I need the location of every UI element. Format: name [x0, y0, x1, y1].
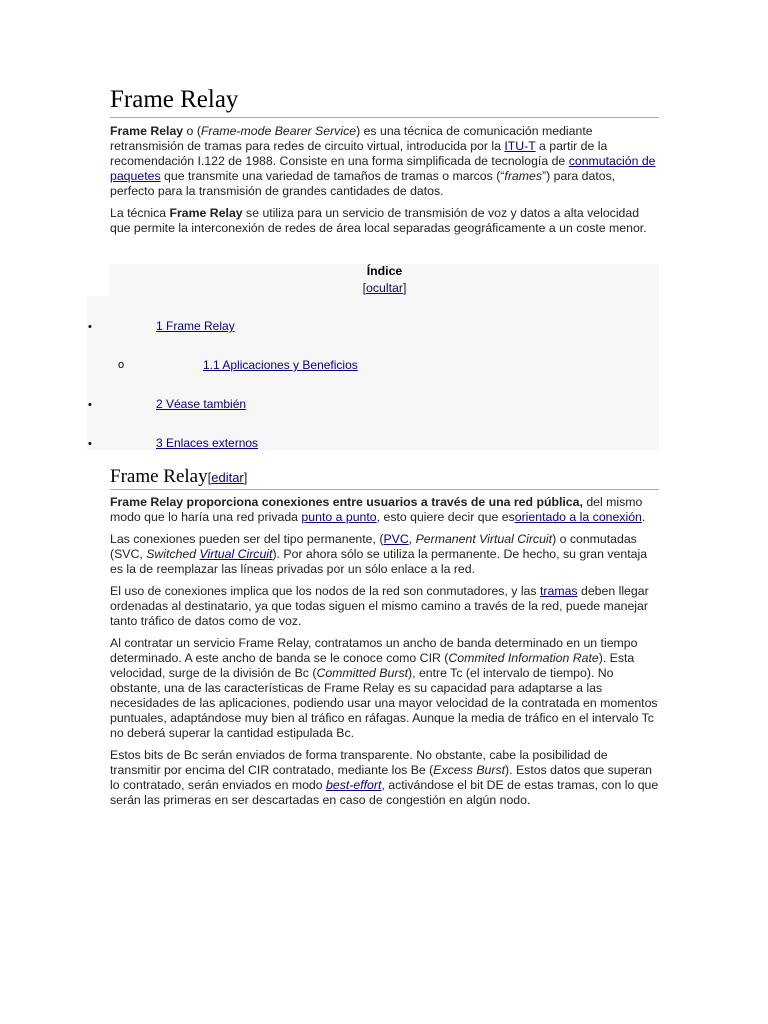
italic-term: Committed Burst	[316, 666, 409, 680]
italic-term: frames	[504, 169, 542, 183]
text: Al contratar un servicio Frame Relay, contratamos un ancho de banda determinado en un tiempo determinado. A este ancho de banda se le conoce como CIR (	[110, 636, 638, 665]
bracket: [	[362, 281, 367, 295]
bracket: ]	[243, 470, 248, 485]
intro-paragraph-1	[110, 124, 659, 199]
text: , activándose el bit DE de estas tramas, con lo que serán las primeras en ser descartadas en caso de congestión en algún nodo.	[110, 778, 659, 807]
text: Estos bits de Bc serán enviados de forma transparente. No obstante, cabe la posibilidad de transmitir por encima del CIR contratado, mediante los Be (	[110, 748, 608, 777]
link-best-effort[interactable]: best-effort	[326, 778, 382, 792]
bold-term: Frame Relay	[110, 124, 184, 138]
toc-hide-link[interactable]: ocultar	[366, 281, 403, 295]
bracket: ]	[402, 281, 407, 295]
section-paragraph-1	[110, 495, 659, 525]
bold-term: Frame Relay proporciona conexiones entre usuarios a través de una red pública,	[110, 495, 583, 509]
italic-term: Commited Information Rate	[448, 651, 599, 665]
table-of-contents	[87, 264, 659, 450]
bullet-icon: •	[88, 438, 92, 450]
text: Las conexiones pueden ser del tipo permanente, (	[110, 532, 384, 546]
toc-title: Índice	[366, 264, 403, 278]
italic-term: Switched	[146, 547, 200, 561]
text: ) es una técnica de comunicación mediante retransmisión de tramas para redes de circuito virtual, introducida por la	[110, 124, 593, 153]
toc-item-vease-tambien[interactable]: 2 Véase también	[156, 397, 247, 411]
text: ”) para datos, perfecto para la transmisión de grandes cantidades de datos.	[110, 169, 616, 198]
text: ,	[408, 532, 416, 546]
text: El uso de conexiones implica que los nodos de la red son conmutadores, y las	[110, 584, 540, 598]
italic-term: Excess Burst	[433, 763, 506, 777]
section-paragraph-5	[110, 748, 659, 808]
text: que transmite una variedad de tamaños de tramas o marcos (“	[160, 169, 505, 183]
link-tramas[interactable]: tramas	[539, 584, 578, 598]
section-paragraph-2	[110, 532, 659, 577]
text: ), entre Tc (el intervalo de tiempo). No obstante, una de las características de Frame Relay es su capacidad para adaptarse a las necesidades de las aplicaciones, podiendo usar una mayor velocidad de la contratada en momentos puntuales, adaptándose muy bien al tráfico en ráfagas. Aunque la media de tráfico en el intervalo Tc no deberá superar la cantidad estipulada Bc.	[110, 666, 658, 740]
toc-item-aplicaciones[interactable]: 1.1 Aplicaciones y Beneficios	[203, 358, 358, 372]
toc-item-frame-relay[interactable]: 1 Frame Relay	[156, 319, 235, 333]
section-title: Frame Relay	[110, 466, 208, 487]
text: ). Esta velocidad, surge de la división de Bc (	[110, 651, 635, 680]
text: del mismo modo que lo haría una red privada	[110, 495, 643, 524]
page-title: Frame Relay	[110, 84, 659, 118]
link-conmutacion-paquetes[interactable]: conmutación de paquetes	[110, 154, 656, 183]
link-virtual-circuit[interactable]: Virtual Circuit	[199, 547, 273, 561]
text: a partir de la recomendación I.122 de 1988. Consiste en una forma simplificada de tecnología de	[110, 139, 608, 168]
section-heading-wrap	[110, 466, 659, 490]
text: ). Por ahora sólo se utiliza la permanente. De hecho, su gran ventaja es la de reemplazar las líneas privadas por un sólo enlace a la red.	[110, 547, 648, 576]
italic-term: Permanent Virtual Circuit	[415, 532, 553, 546]
intro-paragraph-2	[110, 206, 659, 236]
toc-toggle	[110, 281, 659, 296]
section-paragraph-3	[110, 584, 659, 629]
article-top	[110, 84, 659, 243]
link-pvc[interactable]: PVC	[383, 532, 409, 546]
edit-section	[208, 470, 248, 485]
toc-item-enlaces-externos[interactable]: 3 Enlaces externos	[156, 436, 259, 450]
bullet-icon: •	[88, 399, 92, 411]
italic-term: Frame-mode Bearer Service	[200, 124, 357, 138]
link-orientado-conexion[interactable]: orientado a la conexión	[514, 510, 642, 524]
bold-term: Frame Relay	[169, 206, 243, 220]
section-body	[110, 495, 659, 815]
edit-link[interactable]: editar	[211, 470, 244, 485]
text: ). Estos datos que superan lo contratado, serán enviados en modo	[110, 763, 653, 792]
section-paragraph-4	[110, 636, 659, 741]
text: La técnica	[110, 206, 170, 220]
bracket: [	[207, 470, 212, 485]
link-punto-a-punto[interactable]: punto a punto	[301, 510, 377, 524]
section-heading	[110, 466, 659, 490]
text: , esto quiere decir que es	[376, 510, 515, 524]
hollow-bullet-icon: o	[118, 359, 125, 371]
text: se utiliza para un servicio de transmisión de voz y datos a alta velocidad que permite la interconexión de redes de área local separadas geográficamente a un coste menor.	[110, 206, 647, 235]
text: deben llegar ordenadas al destinatario, ya que todas siguen el mismo camino a través de la red, puede manejar tanto tráfico de datos como de voz.	[110, 584, 649, 628]
bullet-icon: •	[88, 321, 92, 333]
text: .	[641, 510, 646, 524]
text: ) o conmutadas (SVC,	[110, 532, 637, 561]
link-itu-t[interactable]: ITU-T	[504, 139, 536, 153]
text: o (	[183, 124, 201, 138]
